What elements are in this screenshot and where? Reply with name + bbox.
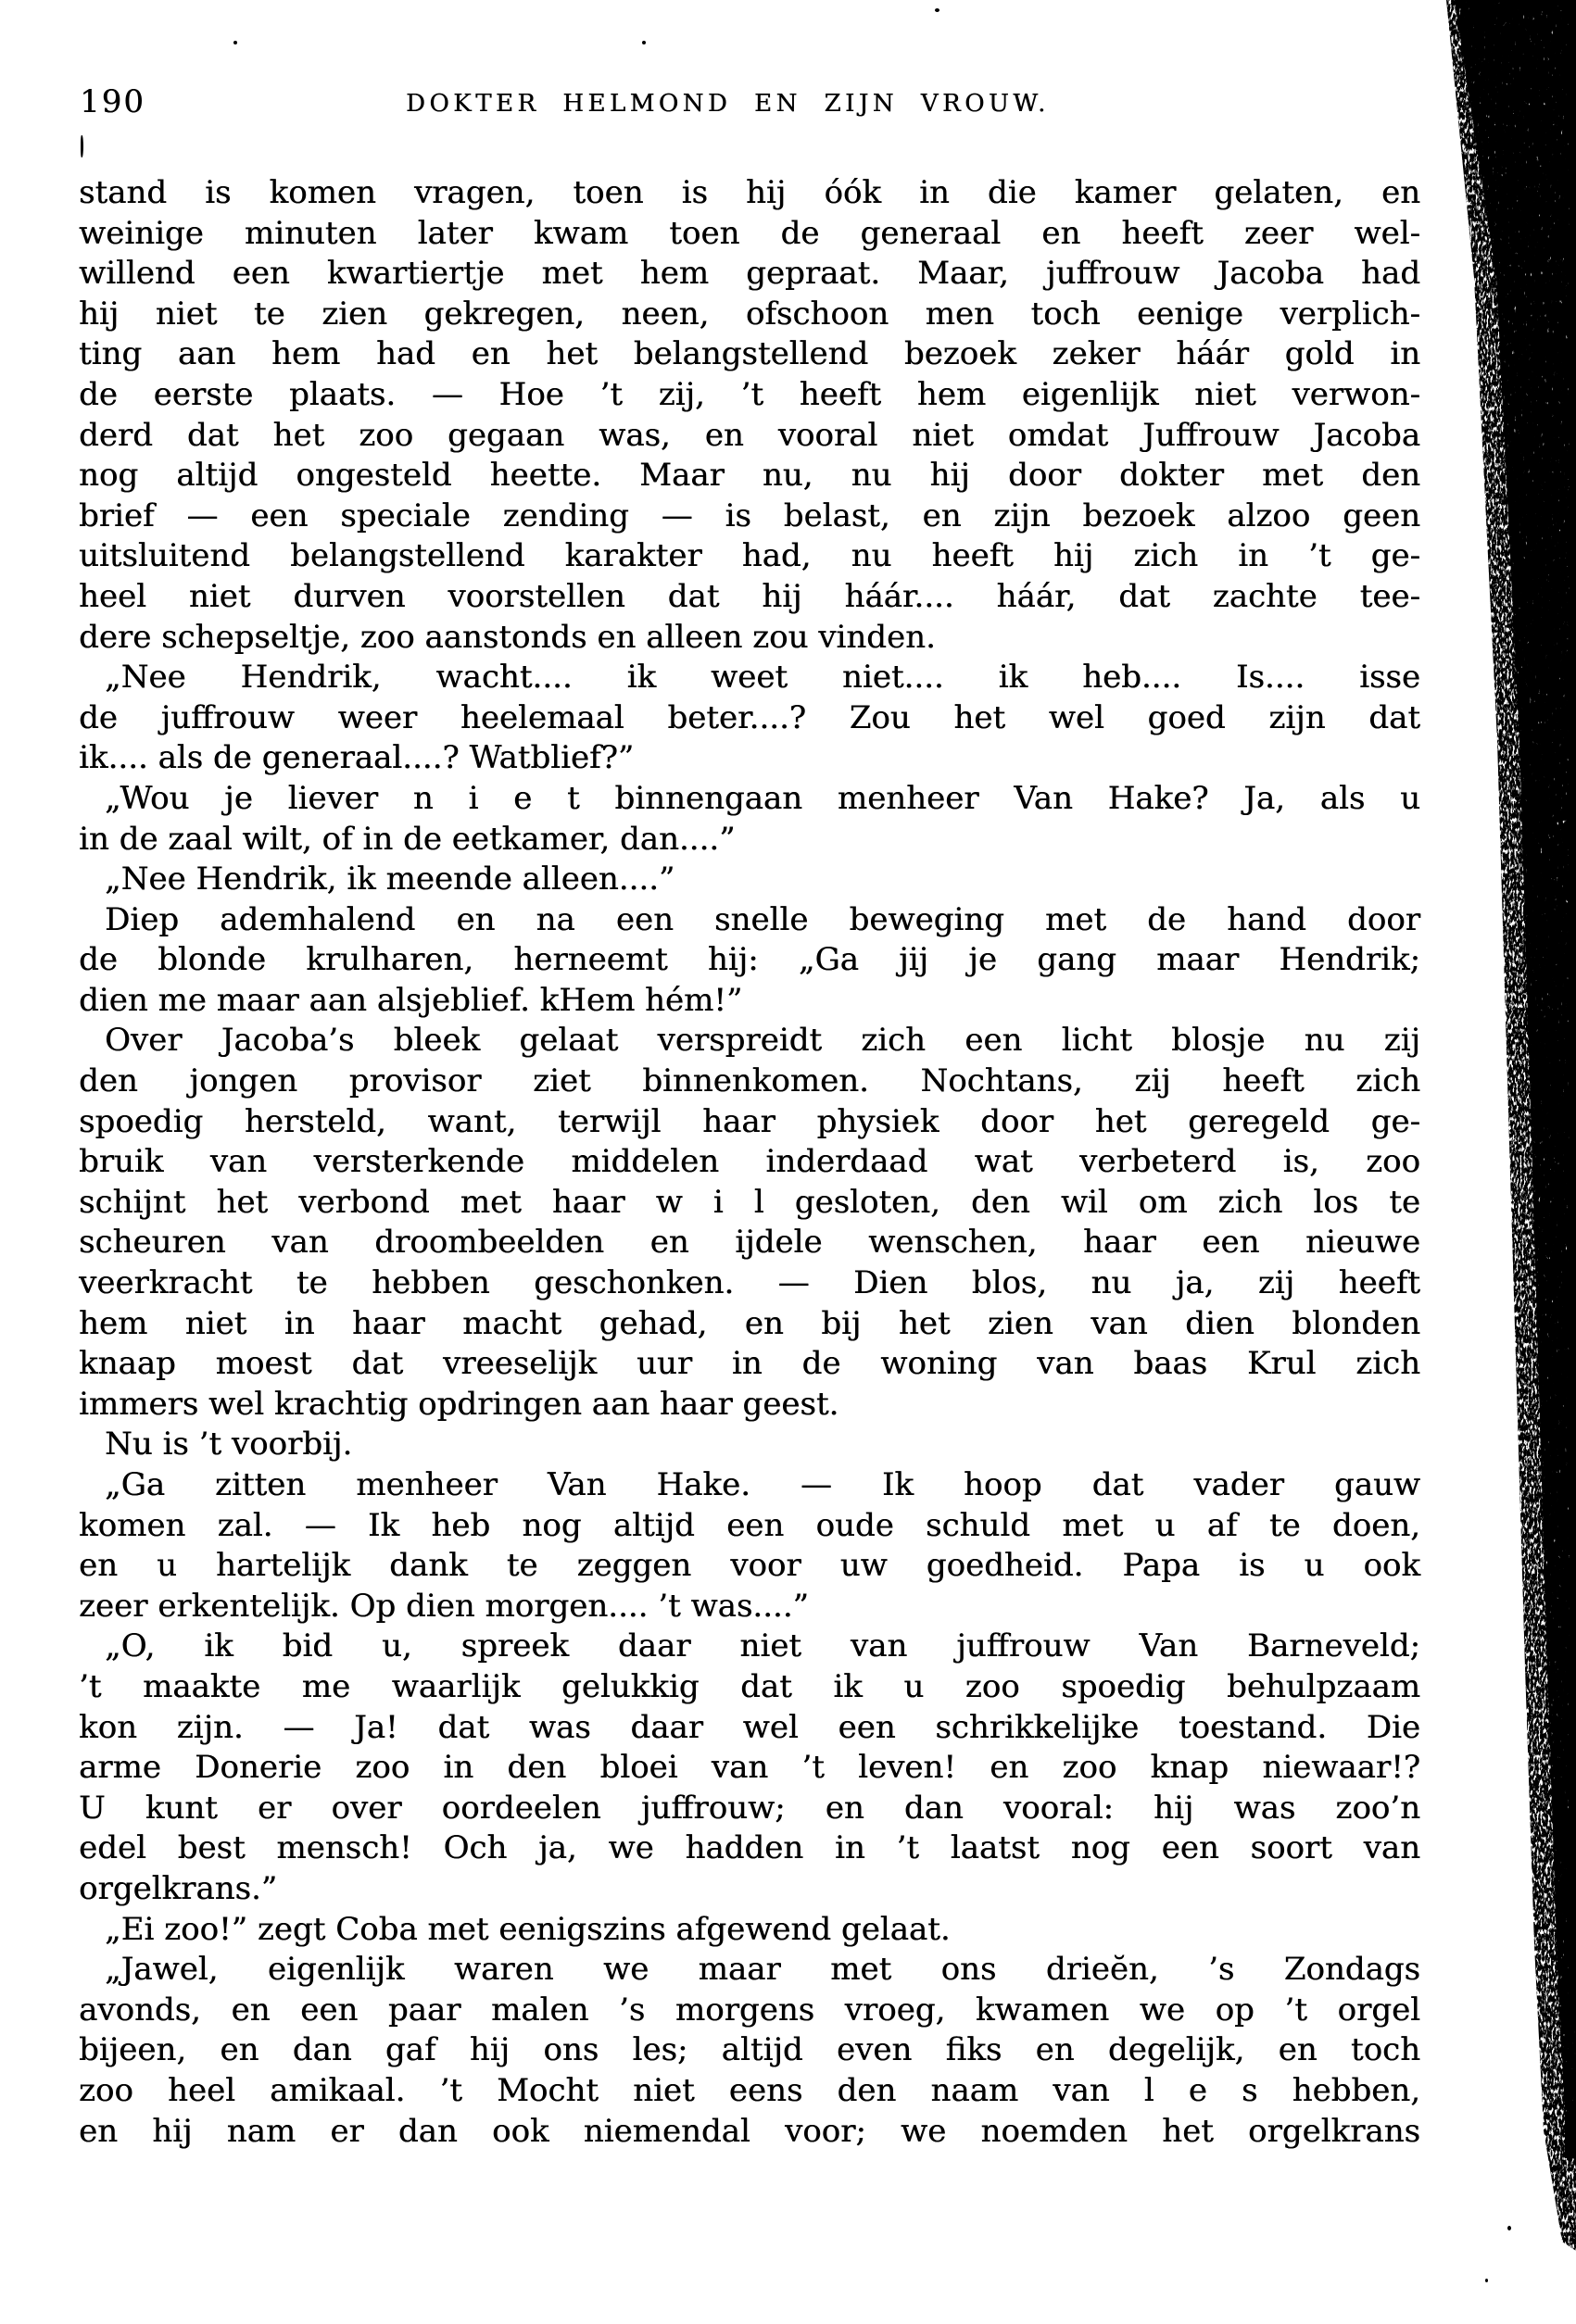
text-line: ting aan hem had en het belangstellend bezoek zeker háár gold in bbox=[79, 335, 1420, 373]
ink-smudge bbox=[81, 135, 83, 157]
text-line: hij niet te zien gekregen, neen, ofschoon men toch eenige verplich- bbox=[79, 295, 1420, 333]
text-line: zoo heel amikaal. ’t Mocht niet eens den naam van l e s hebben, bbox=[79, 2071, 1420, 2109]
text-line: knaap moest dat vreeselijk uur in de woning van baas Krul zich bbox=[79, 1345, 1420, 1383]
text-line: „Ga zitten menheer Van Hake. — Ik hoop dat vader gauw bbox=[105, 1466, 1420, 1503]
text-line: dien me maar aan alsjeblief. kHem hém!” bbox=[79, 981, 743, 1019]
text-line: brief — een speciale zending — is belast, en zijn bezoek alzoo geen bbox=[79, 496, 1420, 534]
text-line: „Nee Hendrik, ik meende alleen....” bbox=[105, 861, 675, 898]
text-line: „Jawel, eigenlijk waren we maar met ons drieĕn, ’s Zondags bbox=[105, 1951, 1420, 1989]
text-line: Nu is ’t voorbij. bbox=[105, 1426, 353, 1463]
dust-speck bbox=[642, 41, 646, 44]
text-line: Over Jacoba’s bleek gelaat verspreidt zich een licht blosje nu zij bbox=[105, 1022, 1420, 1060]
text-line: „Nee Hendrik, wacht.... ik weet niet.... ik heb.... Is.... isse bbox=[105, 659, 1420, 697]
text-line: kon zijn. — Ja! dat was daar wel een schrikkelijke toestand. Die bbox=[79, 1708, 1420, 1746]
scan-edge-artifact bbox=[1446, 0, 1576, 2324]
text-line: veerkracht te hebben geschonken. — Dien blos, nu ja, zij heeft bbox=[79, 1264, 1420, 1302]
text-line: en u hartelijk dank te zeggen voor uw goedheid. Papa is u ook bbox=[79, 1547, 1420, 1585]
dust-speck bbox=[1485, 2279, 1488, 2282]
text-line: „O, ik bid u, spreek daar niet van juffrouw Van Barneveld; bbox=[105, 1627, 1420, 1665]
running-title: DOKTER HELMOND EN ZIJN VROUW. bbox=[406, 90, 1050, 118]
text-line: in de zaal wilt, of in de eetkamer, dan....” bbox=[79, 820, 736, 858]
text-line: edel best mensch! Och ja, we hadden in ’t laatst nog een soort van bbox=[79, 1829, 1420, 1867]
text-line: en hij nam er dan ook niemendal voor; we noemden het orgelkrans bbox=[79, 2112, 1420, 2150]
text-line: den jongen provisor ziet binnenkomen. Nochtans, zij heeft zich bbox=[79, 1062, 1420, 1100]
text-line: zeer erkentelijk. Op dien morgen.... ’t was....” bbox=[79, 1587, 809, 1625]
text-line: derd dat het zoo gegaan was, en vooral niet omdat Juffrouw Jacoba bbox=[79, 416, 1420, 454]
text-line: weinige minuten later kwam toen de generaal en heeft zeer wel- bbox=[79, 214, 1420, 252]
text-line: ’t maakte me waarlijk gelukkig dat ik u zoo spoedig behulpzaam bbox=[79, 1667, 1420, 1705]
text-line: bruik van versterkende middelen inderdaad wat verbeterd is, zoo bbox=[79, 1143, 1420, 1181]
dust-speck bbox=[233, 41, 237, 44]
text-line: arme Donerie zoo in den bloei van ’t leven! en zoo knap niewaar!? bbox=[79, 1749, 1420, 1787]
page-header bbox=[0, 0, 1576, 139]
text-line: de eerste plaats. — Hoe ’t zij, ’t heeft hem eigenlijk niet verwon- bbox=[79, 375, 1420, 413]
text-line: stand is komen vragen, toen is hij óók in die kamer gelaten, en bbox=[79, 174, 1420, 211]
text-line: orgelkrans.” bbox=[79, 1869, 278, 1907]
text-line: uitsluitend belangstellend karakter had, nu heeft hij zich in ’t ge- bbox=[79, 537, 1420, 575]
page-number: 190 bbox=[80, 83, 145, 120]
text-line: spoedig hersteld, want, terwijl haar physiek door het geregeld ge- bbox=[79, 1102, 1420, 1140]
text-line: „Wou je liever n i e t binnengaan menheer Van Hake? Ja, als u bbox=[105, 779, 1420, 817]
text-line: dere schepseltje, zoo aanstonds en alleen zou vinden. bbox=[79, 618, 936, 656]
text-line: heel niet durven voorstellen dat hij háár.... háár, dat zachte tee- bbox=[79, 577, 1420, 615]
text-line: immers wel krachtig opdringen aan haar geest. bbox=[79, 1385, 839, 1423]
text-line: bijeen, en dan gaf hij ons les; altijd even fiks en degelijk, en toch bbox=[79, 2031, 1420, 2069]
text-line: scheuren van droombeelden en ijdele wenschen, haar een nieuwe bbox=[79, 1224, 1420, 1262]
dust-speck bbox=[1507, 2226, 1511, 2230]
text-line: Diep ademhalend en na een snelle beweging met de hand door bbox=[105, 900, 1420, 938]
dust-speck bbox=[935, 8, 939, 12]
text-line: schijnt het verbond met haar w i l gesloten, den wil om zich los te bbox=[79, 1183, 1420, 1221]
text-line: „Ei zoo!” zegt Coba met eenigszins afgewend gelaat. bbox=[105, 1910, 951, 1948]
text-line: de blonde krulharen, herneemt hij: „Ga jij je gang maar Hendrik; bbox=[79, 941, 1420, 979]
text-line: U kunt er over oordeelen juffrouw; en dan vooral: hij was zoo’n bbox=[79, 1789, 1420, 1827]
text-line: willend een kwartiertje met hem gepraat. Maar, juffrouw Jacoba had bbox=[79, 255, 1420, 293]
text-line: komen zal. — Ik heb nog altijd een oude schuld met u af te doen, bbox=[79, 1506, 1420, 1544]
body-text bbox=[79, 173, 1420, 2152]
text-line: hem niet in haar macht gehad, en bij het zien van dien blonden bbox=[79, 1304, 1420, 1342]
text-line: de juffrouw weer heelemaal beter....? Zou het wel goed zijn dat bbox=[79, 698, 1420, 736]
text-line: ik.... als de generaal....? Watblief?” bbox=[79, 739, 635, 777]
text-line: avonds, en een paar malen ’s morgens vroeg, kwamen we op ’t orgel bbox=[79, 1991, 1420, 2029]
text-line: nog altijd ongesteld heette. Maar nu, nu hij door dokter met den bbox=[79, 457, 1420, 495]
